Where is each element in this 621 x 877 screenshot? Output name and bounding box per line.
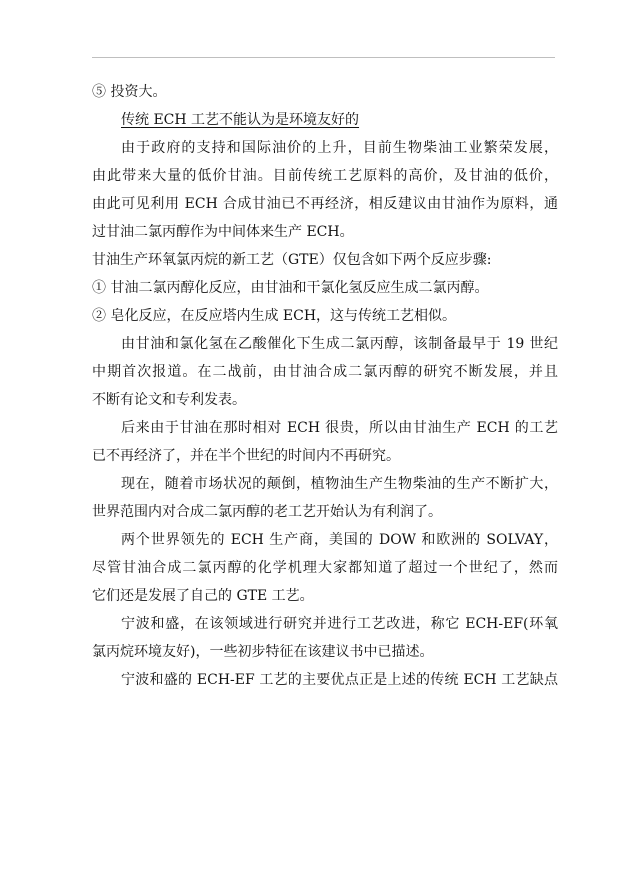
reaction-step-1: ① 甘油二氯丙醇化反应，由甘油和干氯化氢反应生成二氯丙醇。 bbox=[92, 280, 489, 296]
paragraph-line: 宁波和盛，在该领域进行研究并进行工艺改进，称它 ECH-EF(环氧 bbox=[121, 616, 558, 632]
paragraph-line: 过甘油二氯丙醇作为中间体来生产 ECH。 bbox=[92, 224, 354, 240]
paragraph-line: 中期首次报道。在二战前，由甘油合成二氯丙醇的研究不断发展，并且 bbox=[92, 364, 558, 380]
paragraph-line: 已不再经济了，并在半个世纪的时间内不再研究。 bbox=[92, 448, 400, 464]
reaction-step-2: ② 皂化反应，在反应塔内生成 ECH，这与传统工艺相似。 bbox=[92, 308, 457, 324]
paragraph-line: 后来由于甘油在那时相对 ECH 很贵，所以由甘油生产 ECH 的工艺 bbox=[121, 420, 558, 436]
paragraph-line: 两个世界领先的 ECH 生产商，美国的 DOW 和欧洲的 SOLVAY， bbox=[121, 532, 558, 548]
paragraph-line: 现在，随着市场状况的颠倒，植物油生产生物柴油的生产不断扩大， bbox=[121, 476, 558, 492]
process-intro-line: 甘油生产环氧氯丙烷的新工艺（GTE）仅包含如下两个反应步骤: bbox=[92, 252, 492, 268]
paragraph-line: 世界范围内对合成二氯丙醇的老工艺开始认为有利润了。 bbox=[92, 504, 442, 520]
paragraph-line: 尽管甘油合成二氯丙醇的化学机理大家都知道了超过一个世纪了，然而 bbox=[92, 560, 558, 576]
section-heading: 传统 ECH 工艺不能认为是环境友好的 bbox=[121, 112, 360, 128]
header-divider bbox=[92, 57, 555, 58]
paragraph-line: 不断有论文和专利发表。 bbox=[92, 392, 246, 408]
list-item-5: ⑤ 投资大。 bbox=[92, 84, 167, 100]
paragraph-line: 由此可见利用 ECH 合成甘油已不再经济，相反建议由甘油作为原料，通 bbox=[92, 196, 558, 212]
document-body bbox=[92, 78, 558, 694]
paragraph-line: 由此带来大量的低价甘油。目前传统工艺原料的高价，及甘油的低价， bbox=[92, 168, 558, 184]
paragraph-line: 宁波和盛的 ECH-EF 工艺的主要优点正是上述的传统 ECH 工艺缺点 bbox=[121, 672, 558, 688]
paragraph-line: 它们还是发展了自己的 GTE 工艺。 bbox=[92, 588, 314, 604]
paragraph-line: 氯丙烷环境友好)，一些初步特征在该建议书中已描述。 bbox=[92, 644, 434, 660]
paragraph-line: 由于政府的支持和国际油价的上升，目前生物柴油工业繁荣发展， bbox=[121, 140, 558, 156]
paragraph-line: 由甘油和氯化氢在乙酸催化下生成二氯丙醇，该制备最早于 19 世纪 bbox=[121, 336, 558, 352]
